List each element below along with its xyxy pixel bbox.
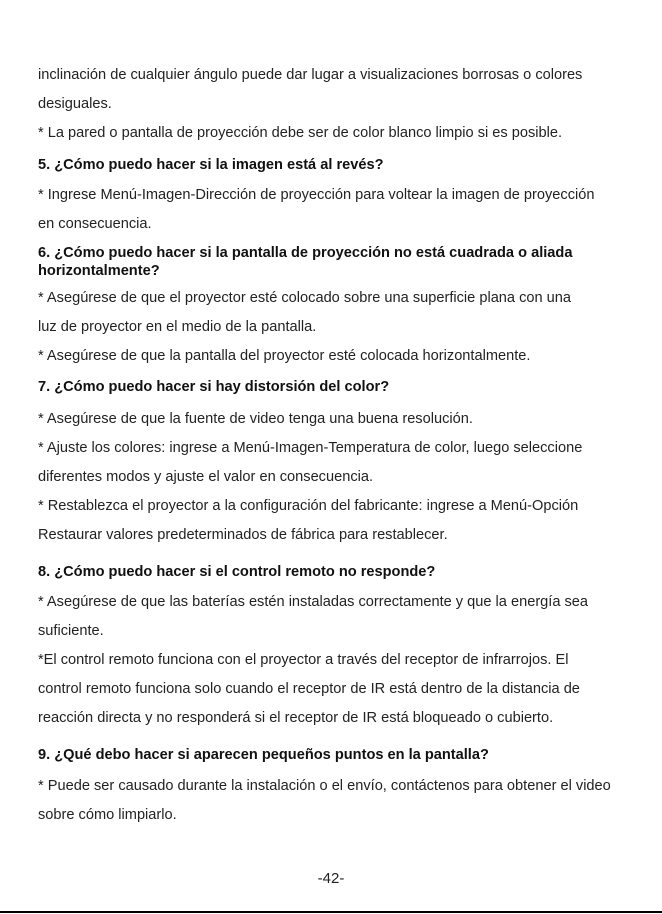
body-text-line: * La pared o pantalla de proyección debe ser de color blanco limpio si es posible. xyxy=(38,125,563,141)
faq-heading-9: 9. ¿Qué debo hacer si aparecen pequeños puntos en la pantalla? xyxy=(38,747,489,763)
body-text-line: * Restablezca el proyector a la configuración del fabricante: ingrese a Menú-Opción xyxy=(38,498,579,514)
body-text-line: * Asegúrese de que el proyector esté colocado sobre una superficie plana con una xyxy=(38,290,572,306)
body-text-line: luz de proyector en el medio de la pantalla. xyxy=(38,319,317,335)
faq-heading-5: 5. ¿Cómo puedo hacer si la imagen está al revés? xyxy=(38,157,384,173)
body-text-line: sobre cómo limpiarlo. xyxy=(38,807,177,823)
body-text-line: * Asegúrese de que las baterías estén instaladas correctamente y que la energía sea xyxy=(38,594,589,610)
body-text-line: desiguales. xyxy=(38,96,112,112)
body-text-line: * Asegúrese de que la pantalla del proyector esté colocada horizontalmente. xyxy=(38,348,531,364)
faq-heading-8: 8. ¿Cómo puedo hacer si el control remoto no responde? xyxy=(38,564,436,580)
faq-heading-7: 7. ¿Cómo puedo hacer si hay distorsión del color? xyxy=(38,379,390,395)
body-text-line: * Puede ser causado durante la instalación o el envío, contáctenos para obtener el video xyxy=(38,778,611,794)
body-text-line: *El control remoto funciona con el proyector a través del receptor de infrarrojos. El xyxy=(38,652,569,668)
body-text-line: reacción directa y no responderá si el receptor de IR está bloqueado o cubierto. xyxy=(38,710,554,726)
body-text-line: * Asegúrese de que la fuente de video tenga una buena resolución. xyxy=(38,411,473,427)
body-text-line: suficiente. xyxy=(38,623,104,639)
body-text-line: en consecuencia. xyxy=(38,216,152,232)
page-number: -42- xyxy=(317,870,345,887)
bottom-divider xyxy=(0,911,662,913)
body-text-line: diferentes modos y ajuste el valor en consecuencia. xyxy=(38,469,374,485)
faq-heading-6-cont: horizontalmente? xyxy=(38,263,160,279)
body-text-line: * Ajuste los colores: ingrese a Menú-Imagen-Temperatura de color, luego seleccione xyxy=(38,440,583,456)
body-text-line: Restaurar valores predeterminados de fábrica para restablecer. xyxy=(38,527,448,543)
body-text-line: control remoto funciona solo cuando el receptor de IR está dentro de la distancia de xyxy=(38,681,580,697)
faq-heading-6: 6. ¿Cómo puedo hacer si la pantalla de proyección no está cuadrada o aliada xyxy=(38,245,573,261)
body-text-line: * Ingrese Menú-Imagen-Dirección de proyección para voltear la imagen de proyección xyxy=(38,187,595,203)
body-text-line: inclinación de cualquier ángulo puede dar lugar a visualizaciones borrosas o colores xyxy=(38,67,583,83)
